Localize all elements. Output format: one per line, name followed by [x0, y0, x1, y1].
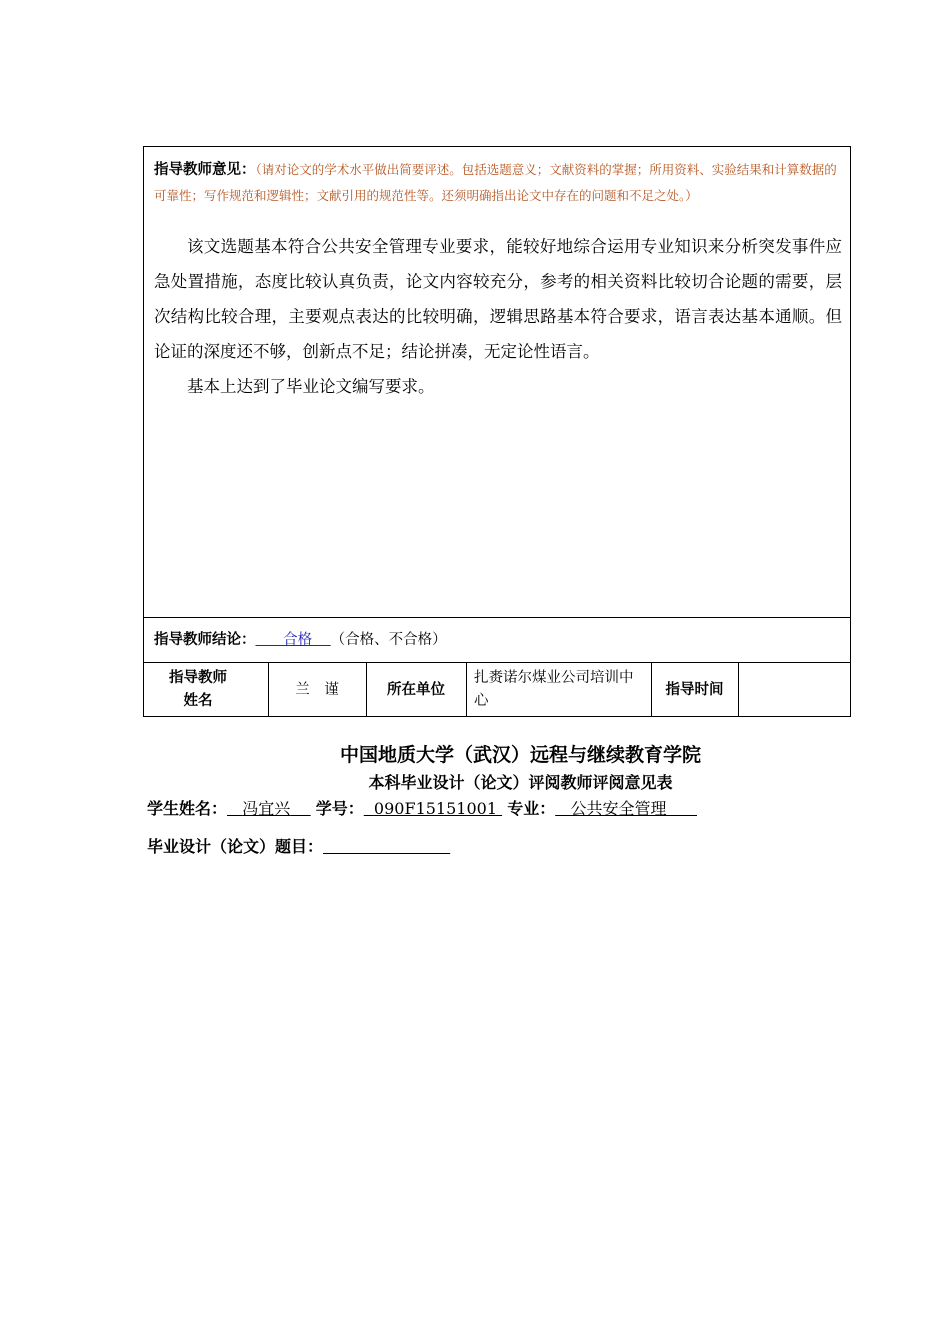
student-name-label: 学生姓名：: [147, 799, 228, 818]
student-name-value: 冯宜兴: [242, 799, 291, 818]
topic-label: 毕业设计（论文）题目：: [147, 837, 324, 856]
topic-line: [147, 834, 450, 857]
opinion-header: [154, 157, 844, 208]
topic-value: [323, 837, 450, 856]
page-title: 中国地质大学（武汉）远程与继续教育学院: [339, 744, 701, 766]
opinion-instruction: （请对论文的学术水平做出简要评述。包括选题意义；文献资料的掌握；所用资料、实验结果和计算数据的可靠性；写作规范和逻辑性；文献引用的规范性等。还须明确指出论文中存在的问题和不足之处。）: [154, 162, 837, 203]
conclusion-value: 合格: [283, 632, 313, 648]
conclusion-label: 指导教师结论：: [154, 632, 256, 648]
unit-value: 扎赉诺尔煤业公司培训中心: [474, 670, 634, 709]
major-value: 公共安全管理: [570, 799, 667, 818]
opinion-paragraph-2: 基本上达到了毕业论文编写要求。: [187, 377, 435, 396]
teacher-name-label: 指导教师姓名: [169, 670, 227, 709]
time-value: [738, 663, 851, 717]
time-label: 指导时间: [665, 681, 724, 698]
conclusion-options: （合格、不合格）: [330, 632, 447, 648]
unit-label: 所在单位: [387, 681, 445, 698]
student-info-line: [147, 796, 697, 819]
student-id-label: 学号：: [315, 799, 364, 818]
teacher-name-value: 兰 谨: [295, 681, 339, 698]
row-divider: [144, 617, 850, 618]
page-subtitle: 本科毕业设计（论文）评阅教师评阅意见表: [368, 773, 673, 792]
student-id-value: 090F15151001: [373, 799, 497, 818]
col-divider: [466, 662, 467, 716]
opinion-label: 指导教师意见：: [154, 162, 256, 178]
conclusion-line: [154, 627, 447, 653]
opinion-body: [154, 229, 842, 404]
opinion-paragraph-1: 该文选题基本符合公共安全管理专业要求，能较好地综合运用专业知识来分析突发事件应急处置措施，态度比较认真负责，论文内容较充分，参考的相关资料比较切合论题的需要，层次结构比较合理，主要观点表达的比较明确，逻辑思路基本符合要求，语言表达基本通顺。但论证的深度还不够，创新点不足；结论拼凑，无定论性语言。: [154, 237, 842, 361]
major-label: 专业：: [507, 799, 556, 818]
opinion-table: [143, 146, 851, 717]
